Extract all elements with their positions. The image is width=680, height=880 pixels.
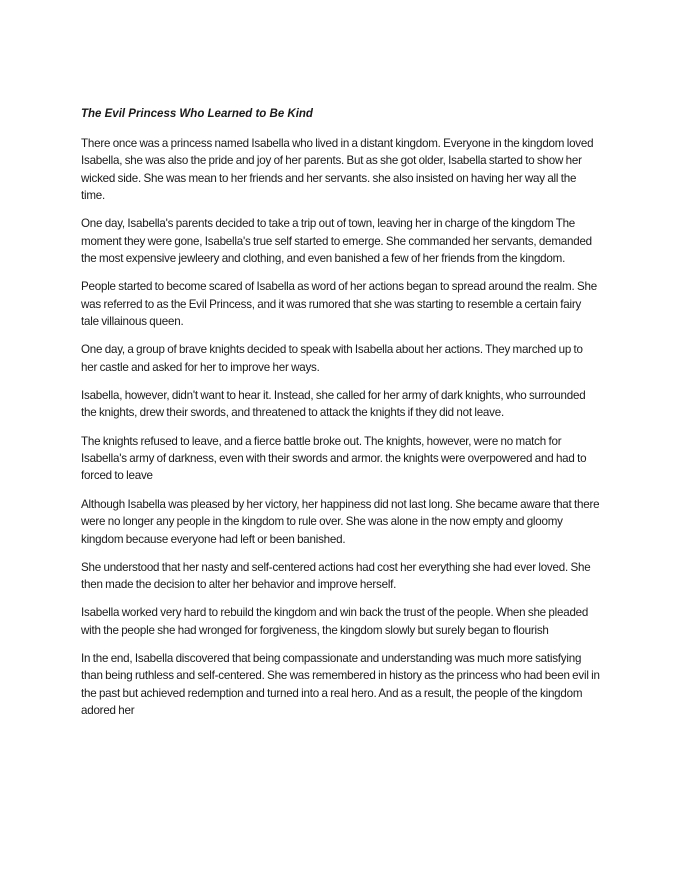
paragraph-7: Although Isabella was pleased by her victory, her happiness did not last long. She became aware that there were no longer any people in the kingdom to rule over. She was alone in the now empty and gloomy kingdom because everyone had left or been banished. — [81, 497, 600, 546]
paragraph-6: The knights refused to leave, and a fierce battle broke out. The knights, however, were no match for Isabella's army of darkness, even with their swords and armor. the knights were overpowered and had to forced to leave — [81, 434, 587, 483]
paragraph-8: She understood that her nasty and self-centered actions had cost her everything she had ever loved. She then made the decision to alter her behavior and improve herself. — [81, 560, 591, 592]
paragraph-2: One day, Isabella's parents decided to take a trip out of town, leaving her in charge of the kingdom The moment they were gone, Isabella's true self started to emerge. She commanded her servants, demanded the most expensive jewleery and clothing, and even banished a few of her friends from the kingdom. — [81, 217, 592, 266]
paragraph-1: There once was a princess named Isabella who lived in a distant kingdom. Everyone in the kingdom loved Isabella, she was also the pride and joy of her parents. But as she got older, Isabella started to show her wicked side. She was mean to her friends and her servants. she also insisted on having her way all the time. — [81, 137, 594, 203]
paragraph-10: In the end, Isabella discovered that being compassionate and understanding was much more satisfying than being ruthless and self-centered. She was remembered in history as the princess who had been evil in the past but achieved redemption and turned into a real hero. And as a result, the people of the kingdom adored her — [81, 651, 600, 718]
paragraph-3: People started to become scared of Isabella as word of her actions began to spread around the realm. She was referred to as the Evil Princess, and it was rumored that she was starting to resemble a certain fairy tale villainous queen. — [81, 280, 597, 329]
paragraph-4: One day, a group of brave knights decided to speak with Isabella about her actions. They marched up to her castle and asked for her to improve her ways. — [81, 343, 583, 374]
paragraph-9: Isabella worked very hard to rebuild the kingdom and win back the trust of the people. When she pleaded with the people she had wronged for forgiveness, the kingdom slowly but surely began to flourish — [81, 606, 589, 637]
paragraph-5: Isabella, however, didn't want to hear it. Instead, she called for her army of dark knights, who surrounded the knights, drew their swords, and threatened to attack the knights if they did not leave. — [81, 389, 586, 420]
document-title: The Evil Princess Who Learned to Be Kind — [81, 108, 313, 120]
